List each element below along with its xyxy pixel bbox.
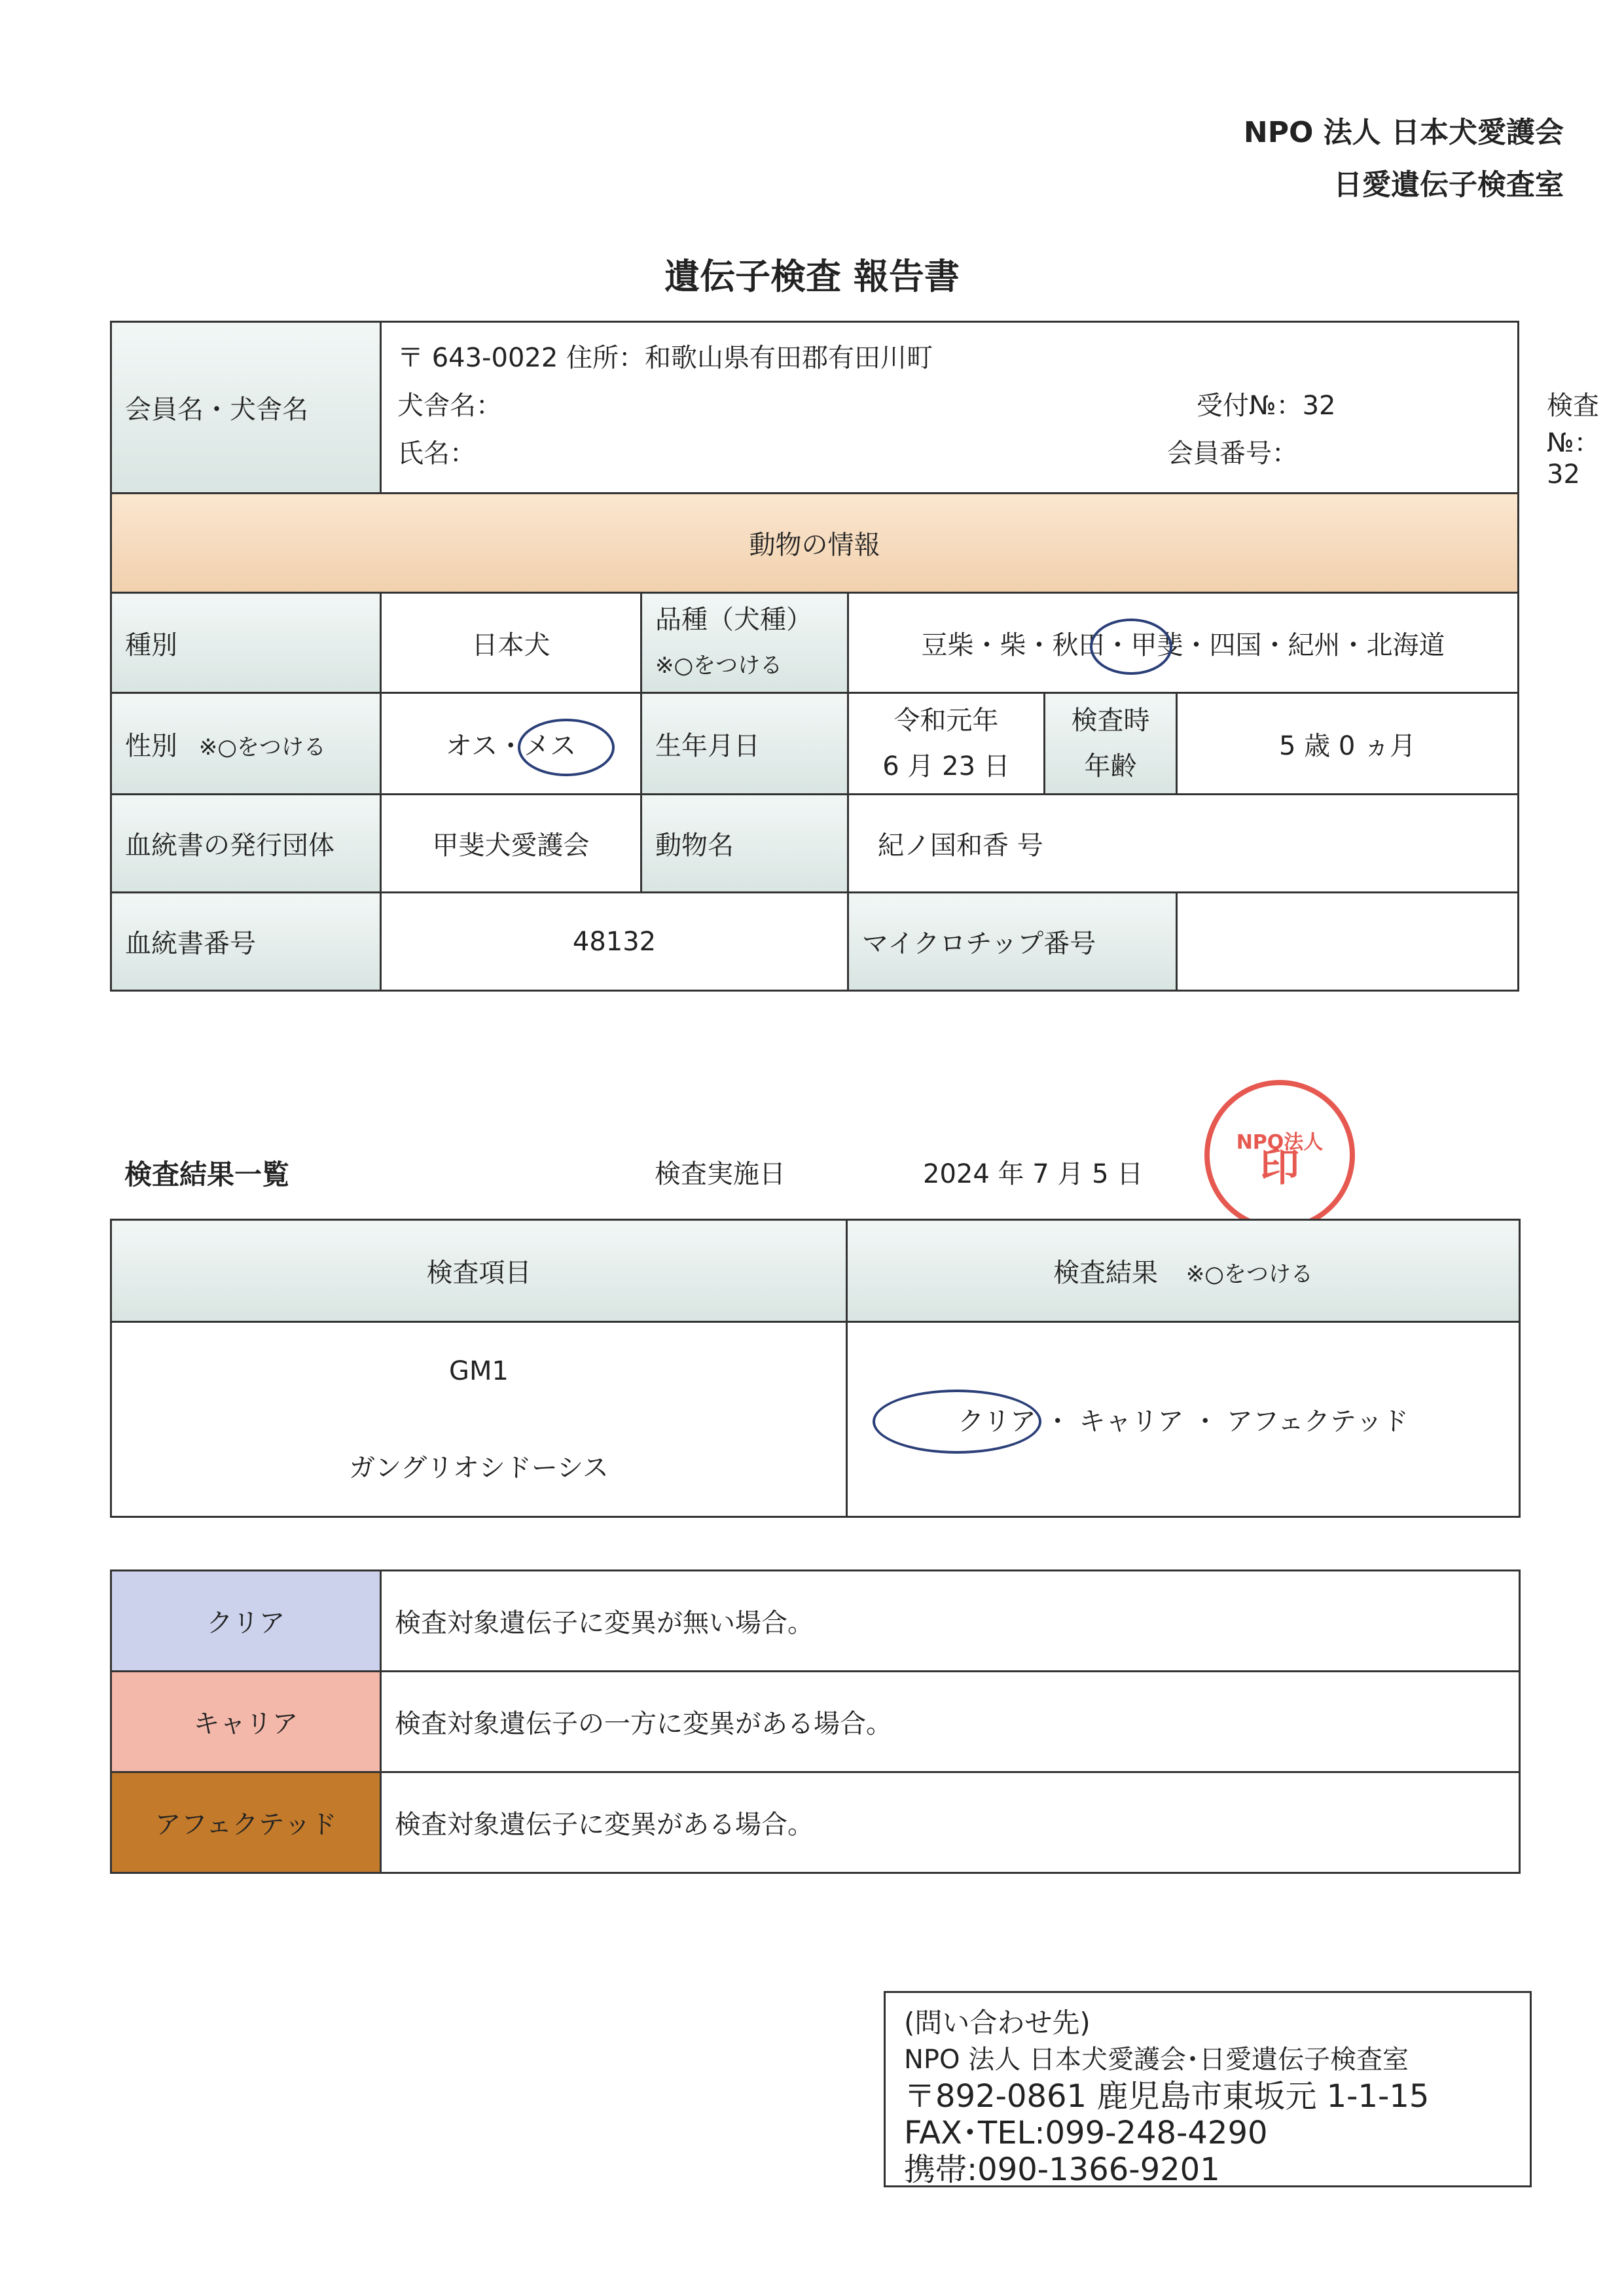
- age-label-1: 検査時: [1071, 706, 1150, 736]
- breed-options-cell: [848, 593, 1519, 693]
- legend-table: [110, 1570, 1521, 1874]
- chip-label: マイクロチップ番号: [848, 893, 1177, 991]
- seal-stamp: [1204, 1080, 1355, 1230]
- animal-info-header: 動物の情報: [111, 493, 1519, 593]
- age-label-2: 年齢: [1084, 751, 1137, 781]
- test-item-code: GM1: [449, 1355, 509, 1386]
- org-name: NPO 法人 日本犬愛護会: [1243, 116, 1564, 149]
- legend-affected-label: アフェクテッド: [111, 1772, 381, 1873]
- stamp-line1: NPO法人: [1236, 1131, 1324, 1154]
- sex-note: ※○をつける: [198, 734, 326, 761]
- issuer-value: 甲斐犬愛護会: [381, 795, 641, 893]
- breed-options: 豆柴・柴・秋田・甲斐・四国・紀州・北海道: [921, 630, 1445, 660]
- name-label: 氏名：: [397, 439, 476, 469]
- sex-options-cell: [381, 693, 641, 795]
- contact-fax-tel: FAX･TEL:099-248-4290: [904, 2115, 1268, 2151]
- test-item-cell: [111, 1322, 847, 1517]
- contact-box: [884, 1991, 1532, 2187]
- animal-name-value: 紀ノ国和香 号: [848, 795, 1519, 893]
- pedigree-value: 48132: [381, 893, 848, 991]
- results-table: [110, 1219, 1521, 1518]
- test-date-value: 2024 年 7 月 5 日: [923, 1159, 1144, 1189]
- dob-line2: 6 月 23 日: [882, 751, 1010, 781]
- dob-line1: 令和元年: [893, 706, 999, 736]
- breed-label: 品種（犬種）: [655, 605, 812, 635]
- dob-label: 生年月日: [641, 693, 848, 795]
- member-label: 会員名・犬舎名: [111, 322, 381, 493]
- sex-options: オス・メス: [445, 730, 577, 761]
- test-result-options: クリア ・ キャリア ・ アフェクテッド: [958, 1407, 1409, 1437]
- member-details: [381, 322, 1600, 493]
- receipt-number: 受付№：32: [1197, 391, 1336, 421]
- kind-value: 日本犬: [381, 593, 641, 693]
- dob-value-cell: [848, 693, 1045, 795]
- contact-heading: (問い合わせ先): [904, 2007, 1091, 2039]
- kennel-label: 犬舎名：: [397, 391, 502, 421]
- animal-info-table: [110, 492, 1519, 992]
- inspection-number: 検査№：32: [1547, 391, 1600, 490]
- contact-org: NPO 法人 日本犬愛護会･日愛遺伝子検査室: [904, 2045, 1409, 2075]
- page-title: 遺伝子検査 報告書: [664, 256, 960, 297]
- test-item-name: ガングリオシドーシス: [349, 1452, 609, 1483]
- sex-label: 性別: [125, 730, 177, 761]
- legend-clear-text: 検査対象遺伝子に変異が無い場合。: [381, 1571, 1520, 1672]
- lab-name: 日愛遺伝子検査室: [1333, 168, 1564, 202]
- pedigree-label: 血統書番号: [111, 893, 381, 991]
- contact-mobile: 携帯:090-1366-9201: [904, 2151, 1220, 2188]
- kind-label: 種別: [111, 593, 381, 693]
- issuer-label: 血統書の発行団体: [111, 795, 381, 893]
- chip-value: [1177, 893, 1519, 991]
- breed-label-cell: [641, 593, 848, 693]
- contact-address: 〒892-0861 鹿児島市東坂元 1-1-15: [904, 2078, 1430, 2115]
- age-value: 5 歳 0 ヵ月: [1177, 693, 1519, 795]
- col-result-header: 検査結果: [1053, 1258, 1159, 1288]
- member-table: [110, 321, 1600, 494]
- col-result-note: ※○をつける: [1185, 1261, 1313, 1287]
- col-result-header-cell: [847, 1220, 1520, 1322]
- breed-note: ※○をつける: [655, 653, 783, 679]
- test-result-cell: [847, 1322, 1520, 1517]
- member-number-label: 会員番号：: [1167, 439, 1298, 469]
- legend-carrier-label: キャリア: [111, 1672, 381, 1772]
- animal-name-label: 動物名: [641, 795, 848, 893]
- legend-clear-label: クリア: [111, 1571, 381, 1672]
- test-date-label: 検査実施日: [655, 1159, 785, 1189]
- col-item-header: 検査項目: [111, 1220, 847, 1322]
- legend-affected-text: 検査対象遺伝子に変異がある場合。: [381, 1772, 1520, 1873]
- age-label-cell: [1045, 693, 1177, 795]
- results-heading: 検査結果一覧: [124, 1158, 290, 1191]
- address: 〒 643-0022 住所：和歌山県有田郡有田川町: [397, 343, 933, 373]
- stamp-line2: 印: [1259, 1145, 1299, 1191]
- legend-carrier-text: 検査対象遺伝子の一方に変異がある場合。: [381, 1672, 1520, 1772]
- sex-label-cell: [111, 693, 381, 795]
